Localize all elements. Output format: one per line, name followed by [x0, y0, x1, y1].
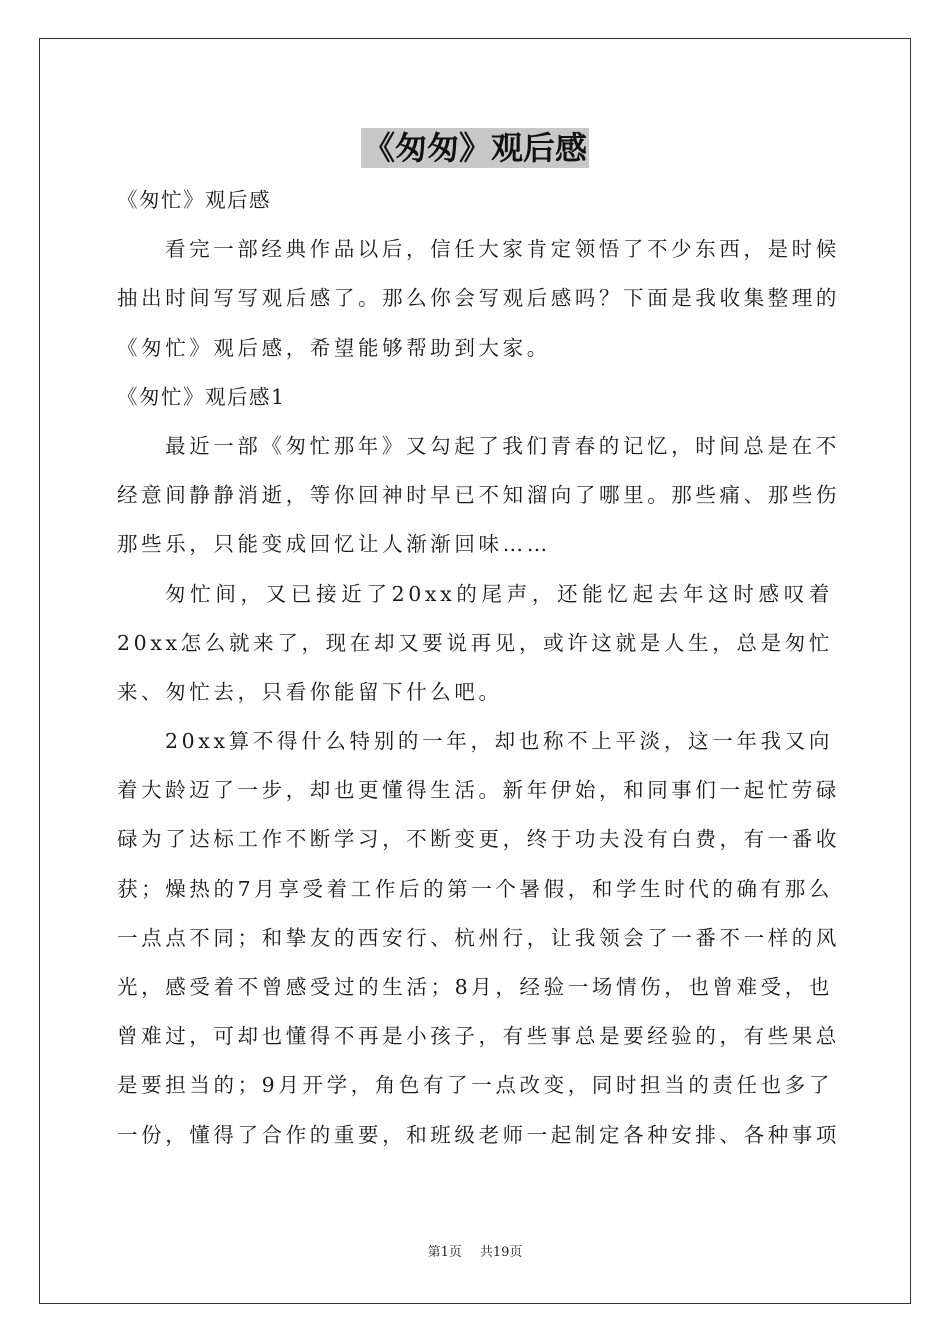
- text-line: 一点点不同；和挚友的西安行、杭州行，让我领会了一番不一样的风: [117, 925, 840, 950]
- text-line: 20xx怎么就来了，现在却又要说再见，或许这就是人生，总是匆忙: [117, 630, 833, 655]
- text-line: 看完一部经典作品以后，信任大家肯定领悟了不少东西，是时候: [165, 237, 840, 262]
- title-container: [0, 128, 950, 168]
- text-line: 20xx算不得什么特别的一年，却也称不上平淡，这一年我又向: [165, 729, 833, 754]
- section-heading: 《匆忙》观后感1: [117, 384, 286, 409]
- text-line: 最近一部《匆忙那年》又勾起了我们青春的记忆，时间总是在不: [165, 433, 840, 458]
- text-line: 经意间静静消逝，等你回神时早已不知溜向了哪里。那些痛、那些伤: [117, 483, 840, 508]
- text-line: 曾难过，可却也懂得不再是小孩子，有些事总是要经验的，有些果总: [117, 1024, 840, 1049]
- text-line: 匆忙间，又已接近了20xx的尾声，还能忆起去年这时感叹着: [165, 581, 833, 606]
- document-body: [117, 176, 840, 1160]
- page-total: 共19页: [479, 1245, 523, 1260]
- text-line: 一份，懂得了合作的重要，和班级老师一起制定各种安排、各种事项: [117, 1122, 840, 1147]
- text-line: 来、匆忙去，只看你能留下什么吧。: [117, 679, 503, 704]
- text-line: 抽出时间写写观后感了。那么你会写观后感吗？下面是我收集整理的: [117, 286, 840, 311]
- text-line: 获；燥热的7月享受着工作后的第一个暑假，和学生时代的确有那么: [117, 876, 833, 901]
- text-line: 《匆忙》观后感，希望能够帮助到大家。: [117, 335, 551, 360]
- document-title: 《匆匆》观后感: [362, 129, 587, 167]
- text-line: 光，感受着不曾感受过的生活；8月，经验一场情伤，也曾难受，也: [117, 975, 833, 999]
- text-line: 那些乐，只能变成回忆让人渐渐回味……: [117, 532, 551, 557]
- text-line: 是要担当的；9月开学，角色有了一点改变，同时担当的责任也多了: [117, 1073, 833, 1098]
- page-footer: [0, 1244, 950, 1262]
- text-line: 碌为了达标工作不断学习，不断变更，终于功夫没有白费，有一番收: [117, 827, 840, 852]
- text-line: 着大龄迈了一步，却也更懂得生活。新年伊始，和同事们一起忙劳碌: [117, 778, 840, 803]
- page-number: 第1页: [427, 1245, 462, 1260]
- section-heading: 《匆忙》观后感: [117, 188, 271, 212]
